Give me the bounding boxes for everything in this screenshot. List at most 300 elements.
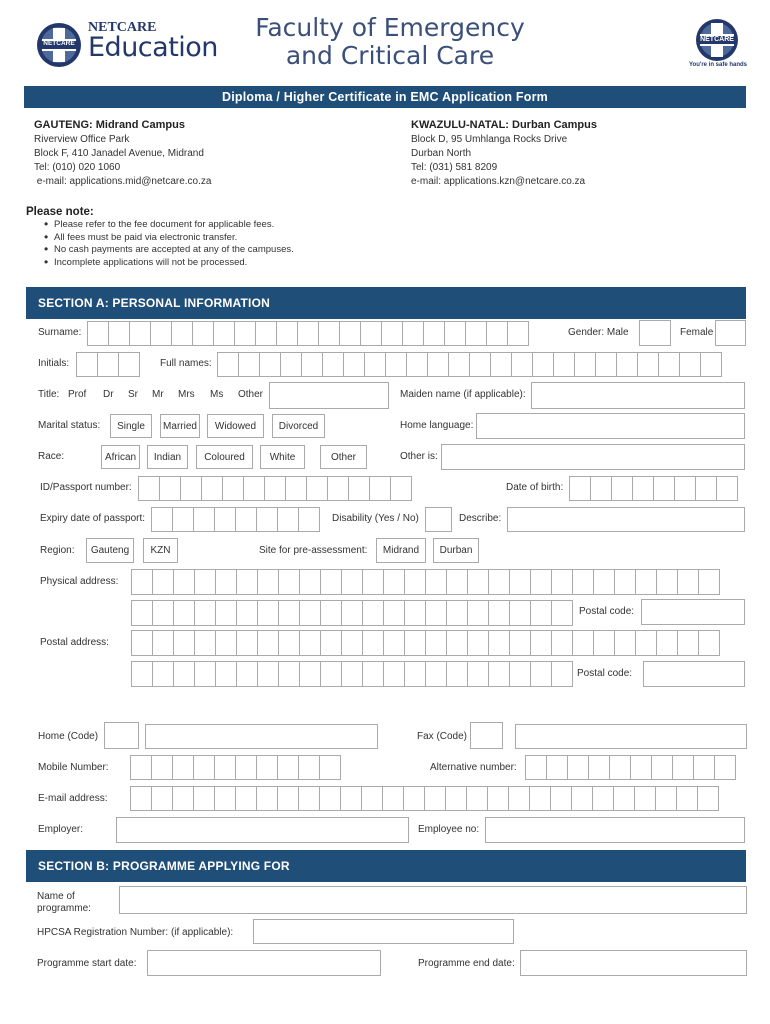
character-cell[interactable] — [341, 600, 363, 626]
character-cell[interactable] — [214, 786, 236, 811]
character-cell[interactable] — [322, 352, 344, 377]
character-cell[interactable] — [215, 569, 237, 595]
character-cell[interactable] — [173, 600, 195, 626]
character-cell[interactable] — [488, 569, 510, 595]
character-cell[interactable] — [466, 786, 488, 811]
character-cell[interactable] — [469, 352, 491, 377]
campus-phone: Tel: (031) 581 8209 — [411, 162, 498, 173]
postal-code-input[interactable] — [643, 661, 745, 687]
character-cell[interactable] — [651, 755, 673, 780]
character-cell[interactable] — [595, 352, 617, 377]
character-cell[interactable] — [404, 600, 426, 626]
character-cell[interactable] — [236, 600, 258, 626]
character-cell[interactable] — [131, 569, 153, 595]
home-number-input[interactable] — [145, 724, 378, 749]
character-cell[interactable] — [236, 630, 258, 656]
marital-divorced-option[interactable]: Divorced — [272, 414, 325, 438]
character-cell[interactable] — [530, 569, 552, 595]
character-cell[interactable] — [404, 661, 426, 687]
character-cell[interactable] — [588, 755, 610, 780]
character-cell[interactable] — [257, 661, 279, 687]
character-cell[interactable] — [674, 476, 696, 501]
character-cell[interactable] — [571, 786, 593, 811]
character-cell[interactable] — [217, 352, 239, 377]
character-cell[interactable] — [590, 476, 612, 501]
character-cell[interactable] — [467, 661, 489, 687]
character-cell[interactable] — [611, 476, 633, 501]
character-cell[interactable] — [327, 476, 349, 501]
character-cell[interactable] — [172, 507, 194, 532]
character-cell[interactable] — [118, 352, 140, 377]
character-cell[interactable] — [404, 569, 426, 595]
character-cell[interactable] — [425, 569, 447, 595]
character-cell[interactable] — [574, 352, 596, 377]
character-cell[interactable] — [467, 630, 489, 656]
character-cell[interactable] — [402, 321, 424, 346]
character-cell[interactable] — [467, 569, 489, 595]
character-cell[interactable] — [406, 352, 428, 377]
character-cell[interactable] — [446, 661, 468, 687]
character-cell[interactable] — [320, 630, 342, 656]
character-cell[interactable] — [465, 321, 487, 346]
race-african-option[interactable]: African — [101, 445, 140, 469]
character-cell[interactable] — [276, 321, 298, 346]
character-cell[interactable] — [234, 321, 256, 346]
character-cell[interactable] — [299, 569, 321, 595]
site-label: Site for pre-assessment: — [259, 545, 368, 556]
race-white-option[interactable]: White — [260, 445, 305, 469]
character-cell[interactable] — [193, 786, 215, 811]
character-cell[interactable] — [616, 352, 638, 377]
character-cell[interactable] — [423, 321, 445, 346]
character-cell[interactable] — [278, 569, 300, 595]
home-language-input[interactable] — [476, 413, 745, 439]
character-cell[interactable] — [530, 600, 552, 626]
character-cell[interactable] — [525, 755, 547, 780]
character-cell[interactable] — [630, 755, 652, 780]
character-cell[interactable] — [214, 755, 236, 780]
character-cell[interactable] — [278, 630, 300, 656]
character-cell[interactable] — [152, 661, 174, 687]
postal-address-line-1[interactable] — [131, 630, 719, 656]
gauteng-campus — [34, 119, 211, 189]
character-cell[interactable] — [532, 352, 554, 377]
character-cell[interactable] — [511, 352, 533, 377]
postal-code-input[interactable] — [641, 599, 745, 625]
character-cell[interactable] — [385, 352, 407, 377]
disability-input[interactable] — [425, 507, 452, 532]
character-cell[interactable] — [508, 786, 530, 811]
character-cell[interactable] — [222, 476, 244, 501]
character-cell[interactable] — [637, 352, 659, 377]
campus-title: GAUTENG: Midrand Campus — [34, 119, 185, 131]
character-cell[interactable] — [529, 786, 551, 811]
character-cell[interactable] — [698, 569, 720, 595]
character-cell[interactable] — [362, 569, 384, 595]
character-cell[interactable] — [129, 321, 151, 346]
tagline: You're in safe hands — [689, 62, 747, 68]
character-cell[interactable] — [194, 630, 216, 656]
character-cell[interactable] — [635, 569, 657, 595]
character-cell[interactable] — [173, 661, 195, 687]
character-cell[interactable] — [277, 786, 299, 811]
character-cell[interactable] — [277, 755, 299, 780]
character-cell[interactable] — [425, 600, 447, 626]
fax-code-label: Fax (Code) — [417, 731, 468, 742]
character-cell[interactable] — [672, 755, 694, 780]
character-cell[interactable] — [364, 352, 386, 377]
date-of-birth-input[interactable] — [569, 476, 737, 501]
race-indian-option[interactable]: Indian — [147, 445, 188, 469]
character-cell[interactable] — [360, 321, 382, 346]
character-cell[interactable] — [383, 569, 405, 595]
character-cell[interactable] — [76, 352, 98, 377]
character-cell[interactable] — [320, 569, 342, 595]
character-cell[interactable] — [609, 755, 631, 780]
email-input[interactable] — [130, 786, 718, 811]
character-cell[interactable] — [235, 507, 257, 532]
character-cell[interactable] — [215, 630, 237, 656]
character-cell[interactable] — [383, 600, 405, 626]
character-cell[interactable] — [285, 476, 307, 501]
employer-input[interactable] — [116, 817, 409, 843]
character-cell[interactable] — [343, 352, 365, 377]
character-cell[interactable] — [130, 755, 152, 780]
character-cell[interactable] — [151, 786, 173, 811]
character-cell[interactable] — [507, 321, 529, 346]
character-cell[interactable] — [361, 786, 383, 811]
character-cell[interactable] — [381, 321, 403, 346]
character-cell[interactable] — [130, 786, 152, 811]
character-cell[interactable] — [236, 661, 258, 687]
title-option-dr[interactable]: Dr — [103, 389, 114, 400]
character-cell[interactable] — [362, 600, 384, 626]
character-cell[interactable] — [572, 569, 594, 595]
section-a-header — [26, 287, 746, 319]
character-cell[interactable] — [445, 786, 467, 811]
describe-input[interactable] — [507, 507, 745, 532]
title-option-ms[interactable]: Ms — [210, 389, 224, 400]
region-kzn-option[interactable]: KZN — [143, 538, 178, 563]
character-cell[interactable] — [362, 630, 384, 656]
character-cell[interactable] — [172, 786, 194, 811]
character-cell[interactable] — [550, 786, 572, 811]
gender-female-checkbox[interactable] — [715, 320, 746, 346]
character-cell[interactable] — [714, 755, 736, 780]
expiry-label: Expiry date of passport: — [40, 513, 146, 524]
title-option-mr[interactable]: Mr — [152, 389, 164, 400]
hpcsa-input[interactable] — [253, 919, 514, 944]
campus-title: KWAZULU-NATAL: Durban Campus — [411, 119, 597, 131]
character-cell[interactable] — [256, 786, 278, 811]
character-cell[interactable] — [486, 321, 508, 346]
character-cell[interactable] — [488, 600, 510, 626]
character-cell[interactable] — [509, 630, 531, 656]
character-cell[interactable] — [299, 600, 321, 626]
character-cell[interactable] — [131, 630, 153, 656]
character-cell[interactable] — [348, 476, 370, 501]
character-cell[interactable] — [362, 661, 384, 687]
character-cell[interactable] — [108, 321, 130, 346]
character-cell[interactable] — [653, 476, 675, 501]
fax-number-input[interactable] — [515, 724, 747, 749]
start-date-label: Programme start date: — [37, 958, 137, 969]
physical-address-line-1[interactable] — [131, 569, 719, 595]
character-cell[interactable] — [319, 786, 341, 811]
character-cell[interactable] — [569, 476, 591, 501]
region-gauteng-option[interactable]: Gauteng — [86, 538, 134, 563]
fax-code-input[interactable] — [470, 722, 503, 749]
character-cell[interactable] — [635, 630, 657, 656]
badge-text: NETCARE — [700, 36, 734, 43]
character-cell[interactable] — [551, 600, 573, 626]
character-cell[interactable] — [173, 630, 195, 656]
character-cell[interactable] — [490, 352, 512, 377]
describe-label: Describe: — [459, 513, 502, 524]
site-durban-option[interactable]: Durban — [433, 538, 479, 563]
character-cell[interactable] — [592, 786, 614, 811]
character-cell[interactable] — [277, 507, 299, 532]
character-cell[interactable] — [487, 786, 509, 811]
marital-single-option[interactable]: Single — [110, 414, 152, 438]
character-cell[interactable] — [256, 507, 278, 532]
title-option-mrs[interactable]: Mrs — [178, 389, 195, 400]
character-cell[interactable] — [444, 321, 466, 346]
character-cell[interactable] — [425, 630, 447, 656]
character-cell[interactable] — [593, 569, 615, 595]
postal-address-line-2[interactable] — [131, 661, 572, 687]
character-cell[interactable] — [593, 630, 615, 656]
character-cell[interactable] — [693, 755, 715, 780]
initials-input[interactable] — [76, 352, 139, 377]
character-cell[interactable] — [551, 630, 573, 656]
character-cell[interactable] — [488, 630, 510, 656]
race-other-input[interactable] — [441, 444, 745, 470]
character-cell[interactable] — [551, 569, 573, 595]
character-cell[interactable] — [138, 476, 160, 501]
title-other-input[interactable] — [269, 382, 389, 409]
character-cell[interactable] — [530, 630, 552, 656]
character-cell[interactable] — [446, 600, 468, 626]
character-cell[interactable] — [679, 352, 701, 377]
character-cell[interactable] — [151, 507, 173, 532]
character-cell[interactable] — [171, 321, 193, 346]
campus-email: e-mail: applications.mid@netcare.co.za — [34, 176, 212, 187]
character-cell[interactable] — [427, 352, 449, 377]
character-cell[interactable] — [390, 476, 412, 501]
character-cell[interactable] — [297, 321, 319, 346]
title-option-sr[interactable]: Sr — [128, 389, 138, 400]
character-cell[interactable] — [236, 569, 258, 595]
character-cell[interactable] — [193, 755, 215, 780]
character-cell[interactable] — [339, 321, 361, 346]
character-cell[interactable] — [257, 600, 279, 626]
mobile-number-input[interactable] — [130, 755, 340, 780]
character-cell[interactable] — [509, 661, 531, 687]
character-cell[interactable] — [278, 600, 300, 626]
gender-male-checkbox[interactable] — [639, 320, 671, 346]
programme-name-input[interactable] — [119, 886, 747, 914]
character-cell[interactable] — [632, 476, 654, 501]
character-cell[interactable] — [280, 352, 302, 377]
character-cell[interactable] — [131, 600, 153, 626]
full-names-input[interactable] — [217, 352, 721, 377]
character-cell[interactable] — [341, 569, 363, 595]
id-passport-input[interactable] — [138, 476, 411, 501]
character-cell[interactable] — [152, 600, 174, 626]
end-date-label: Programme end date: — [418, 958, 515, 969]
character-cell[interactable] — [700, 352, 722, 377]
character-cell[interactable] — [509, 569, 531, 595]
character-cell[interactable] — [446, 630, 468, 656]
character-cell[interactable] — [257, 630, 279, 656]
home-code-input[interactable] — [104, 722, 139, 749]
character-cell[interactable] — [341, 661, 363, 687]
character-cell[interactable] — [656, 569, 678, 595]
character-cell[interactable] — [425, 661, 447, 687]
character-cell[interactable] — [257, 569, 279, 595]
character-cell[interactable] — [676, 786, 698, 811]
character-cell[interactable] — [658, 352, 680, 377]
character-cell[interactable] — [382, 786, 404, 811]
character-cell[interactable] — [159, 476, 181, 501]
character-cell[interactable] — [613, 786, 635, 811]
character-cell[interactable] — [194, 600, 216, 626]
character-cell[interactable] — [695, 476, 717, 501]
character-cell[interactable] — [697, 786, 719, 811]
physical-address-line-2[interactable] — [131, 600, 572, 626]
physical-address-label: Physical address: — [40, 576, 119, 587]
character-cell[interactable] — [488, 661, 510, 687]
character-cell[interactable] — [467, 600, 489, 626]
email-label: E-mail address: — [38, 793, 108, 804]
character-cell[interactable] — [243, 476, 265, 501]
character-cell[interactable] — [194, 661, 216, 687]
character-cell[interactable] — [214, 507, 236, 532]
character-cell[interactable] — [151, 755, 173, 780]
race-other-option[interactable]: Other — [320, 445, 367, 469]
campus-address: Block D, 95 Umhlanga Rocks Drive — [411, 134, 568, 145]
character-cell[interactable] — [152, 569, 174, 595]
mobile-label: Mobile Number: — [38, 762, 109, 773]
character-cell[interactable] — [567, 755, 589, 780]
character-cell[interactable] — [341, 630, 363, 656]
title-option-other[interactable]: Other — [238, 389, 264, 400]
character-cell[interactable] — [509, 600, 531, 626]
character-cell[interactable] — [238, 352, 260, 377]
character-cell[interactable] — [446, 569, 468, 595]
character-cell[interactable] — [215, 661, 237, 687]
character-cell[interactable] — [319, 755, 341, 780]
character-cell[interactable] — [299, 661, 321, 687]
character-cell[interactable] — [298, 507, 320, 532]
end-date-input[interactable] — [520, 950, 747, 976]
character-cell[interactable] — [152, 630, 174, 656]
character-cell[interactable] — [180, 476, 202, 501]
employee-no-input[interactable] — [485, 817, 745, 843]
character-cell[interactable] — [201, 476, 223, 501]
employee-no-label: Employee no: — [418, 824, 480, 835]
character-cell[interactable] — [614, 569, 636, 595]
marital-widowed-option[interactable]: Widowed — [207, 414, 264, 438]
character-cell[interactable] — [677, 569, 699, 595]
character-cell[interactable] — [698, 630, 720, 656]
character-cell[interactable] — [150, 321, 172, 346]
character-cell[interactable] — [614, 630, 636, 656]
section-title: SECTION A: PERSONAL INFORMATION — [38, 296, 270, 310]
character-cell[interactable] — [259, 352, 281, 377]
character-cell[interactable] — [716, 476, 738, 501]
character-cell[interactable] — [299, 630, 321, 656]
character-cell[interactable] — [369, 476, 391, 501]
character-cell[interactable] — [173, 569, 195, 595]
character-cell[interactable] — [192, 321, 214, 346]
alternative-number-input[interactable] — [525, 755, 735, 780]
race-coloured-option[interactable]: Coloured — [196, 445, 253, 469]
character-cell[interactable] — [383, 630, 405, 656]
marital-married-option[interactable]: Married — [160, 414, 200, 438]
character-cell[interactable] — [424, 786, 446, 811]
character-cell[interactable] — [383, 661, 405, 687]
character-cell[interactable] — [677, 630, 699, 656]
character-cell[interactable] — [306, 476, 328, 501]
expiry-date-input[interactable] — [151, 507, 319, 532]
character-cell[interactable] — [301, 352, 323, 377]
character-cell[interactable] — [278, 661, 300, 687]
character-cell[interactable] — [655, 786, 677, 811]
character-cell[interactable] — [530, 661, 552, 687]
character-cell[interactable] — [131, 661, 153, 687]
character-cell[interactable] — [572, 630, 594, 656]
character-cell[interactable] — [235, 786, 257, 811]
character-cell[interactable] — [403, 786, 425, 811]
character-cell[interactable] — [235, 755, 257, 780]
character-cell[interactable] — [551, 661, 573, 687]
character-cell[interactable] — [448, 352, 470, 377]
character-cell[interactable] — [546, 755, 568, 780]
maiden-name-input[interactable] — [531, 382, 745, 409]
character-cell[interactable] — [87, 321, 109, 346]
character-cell[interactable] — [318, 321, 340, 346]
character-cell[interactable] — [404, 630, 426, 656]
character-cell[interactable] — [298, 786, 320, 811]
region-label: Region: — [40, 545, 75, 556]
character-cell[interactable] — [264, 476, 286, 501]
please-note — [26, 206, 294, 269]
surname-input[interactable] — [87, 321, 528, 346]
character-cell[interactable] — [193, 507, 215, 532]
character-cell[interactable] — [256, 755, 278, 780]
character-cell[interactable] — [298, 755, 320, 780]
character-cell[interactable] — [194, 569, 216, 595]
character-cell[interactable] — [340, 786, 362, 811]
character-cell[interactable] — [553, 352, 575, 377]
title-option-prof[interactable]: Prof — [68, 389, 87, 400]
character-cell[interactable] — [634, 786, 656, 811]
character-cell[interactable] — [656, 630, 678, 656]
character-cell[interactable] — [215, 600, 237, 626]
character-cell[interactable] — [97, 352, 119, 377]
character-cell[interactable] — [320, 600, 342, 626]
id-passport-label: ID/Passport number: — [40, 482, 132, 493]
character-cell[interactable] — [255, 321, 277, 346]
list-item: • All fees must be paid via electronic transfer. — [44, 232, 294, 245]
character-cell[interactable] — [320, 661, 342, 687]
start-date-input[interactable] — [147, 950, 381, 976]
site-midrand-option[interactable]: Midrand — [376, 538, 426, 563]
character-cell[interactable] — [213, 321, 235, 346]
character-cell[interactable] — [172, 755, 194, 780]
